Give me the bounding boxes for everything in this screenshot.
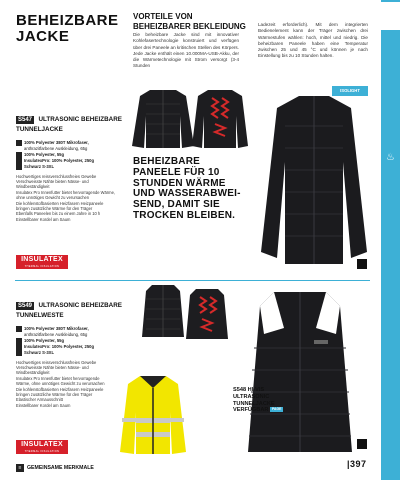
feature-line: bringen zusätzliche Wärme für den Träger [16, 206, 93, 212]
feature-line: Ebenfalls Paneelen bis zu einem Jahre in 10 h [16, 211, 101, 217]
jacket-spec-row: 100% Polyester 380T Mikrofaser, anthrazitfarbene Auskleidung, 65g [16, 140, 124, 152]
fabric-icon [16, 326, 22, 332]
feature-line: Elastischer Armausschnitt [16, 397, 63, 403]
vest-name-line-2: TUNNELWESTE [16, 312, 64, 319]
feature-line: Die kohlenstofbasierten Heizfasern Heizpaneele [16, 200, 104, 206]
fabric-icon [16, 140, 22, 146]
hivis-jacket-image [118, 372, 188, 456]
common-features-label: GEMEINSAME MERKMALE [27, 465, 94, 471]
title-line-1: BEHEIZBARE [16, 12, 119, 29]
intro-text-col2: Ladezeit erforderlich). Mit dem integrierten Bedienelement kann der Träger zwischen drei Wärmestufen wählen: hoch, mittel und niedrig. Die beheizbaren Paneele haben eine Temperatur zwischen 25 und 45 °C und können je nach Einstellung bis zu 10 Stunden halten. [258, 22, 368, 59]
side-strip-tab [381, 2, 400, 30]
intro-heading-line-1: VORTEILE VON [133, 12, 193, 21]
feature-line: Windbeständigkeit [16, 370, 50, 376]
intro-heading [133, 12, 246, 32]
size-icon [16, 164, 22, 170]
isolight-badge: ISOLIGHT [332, 86, 368, 96]
jacket-spec-row: 100% Polyester, 55g [16, 152, 124, 158]
feature-line: Einstellbarer Kordel am Saum [16, 402, 71, 408]
vest-image-heat-panels [140, 293, 188, 343]
title-line-2: JACKE [16, 28, 70, 45]
jacket-product-code: S547 [18, 117, 33, 123]
common-features-button[interactable] [16, 464, 94, 472]
info-icon: ≡ [16, 464, 24, 472]
vest-image-main [244, 288, 356, 458]
jacket-specs [16, 140, 124, 170]
intro-heading-line-2: BEHEIZBARER BEKLEIDUNG [133, 22, 246, 31]
feature-line: Hochwertiges reissverschlussfreies Gewebe [16, 173, 97, 179]
vest-spec-row: 100% Polyester 380T Mikrofaser, anthrazitfarbene Auskleidung, 65g [16, 326, 124, 338]
vest-spec-row: InsulatexPro: 100% Polyester, 250g [16, 344, 124, 350]
feature-line: Verschweisste Nähte bieten Nässe- und [16, 179, 89, 184]
insulatex-logo: INSULATEX THERMAL INSULATION [16, 440, 68, 454]
feature-line: Insulatex Pro Innenfutter bietet hervorragende Wärme, [16, 189, 115, 195]
jacket-image-heat-panels [190, 86, 250, 150]
feature-line: Verschweisste Nähte bieten Nässe- und [16, 365, 89, 370]
jacket-name-line-1: ULTRASONIC BEHEIZBARE [38, 116, 122, 123]
section-divider [15, 280, 370, 281]
vest-image-back [184, 287, 230, 341]
vest-specs [16, 326, 124, 356]
vest-spec-row: 100% Polyester, 55g [16, 338, 124, 344]
vest-product-block [16, 294, 124, 408]
jacket-product-block [16, 108, 124, 222]
color-swatch-black [357, 439, 367, 449]
vest-spec-row: Schwarz S-3XL [16, 350, 124, 356]
vest-product-code: S549 [18, 303, 33, 309]
feature-line: bringen zusätzliche Wärme für den Träger [16, 392, 93, 398]
jacket-image-front [128, 86, 198, 150]
page-title [16, 13, 119, 45]
vest-name-line-1: ULTRASONIC BEHEIZBARE [38, 302, 122, 309]
feature-line: Einstellbarer Kordel am Saum [16, 216, 71, 222]
feature-line: ohne unnötiges Gewicht zu verursachen [16, 195, 90, 201]
size-icon [16, 350, 22, 356]
feature-line: Windbeständigkeit [16, 184, 50, 190]
heat-panels-callout: BEHEIZBARE PANEELE FÜR 10 STUNDEN WÄRME UND WASSERABWEI- SEND, DAMIT SIE TROCKEN BLEIBEN. [133, 156, 241, 221]
intro-text-col1: Die beheizbare Jacke sind mit innovativer Kohlefasertechnologie konstruiert und verfügen über drei Paneele an kritischen Stellen des Körpers. Jede Jacke enthält einen 10.000MA-USB-Akku, der die Wärmetechnologie mit Strom versorgt (3-4 Stunden [133, 32, 239, 69]
jacket-name-line-2: TUNNELJACKE [16, 126, 63, 133]
jacket-features [16, 174, 124, 223]
feature-line: Wärme, ohne unnötiges Gewicht zu verursachen [16, 381, 105, 387]
feature-line: Insulatex Pro Innenfutter bietet hervorragende [16, 375, 100, 381]
insulatex-logo: INSULATEX THERMAL INSULATION [16, 255, 68, 269]
page-number: |397 [347, 459, 367, 469]
feature-line: Hochwertiges reissverschlussfreies Gewebe [16, 359, 97, 365]
feature-line: Die kohlenstofbasierten Heizfasern Heizpaneele [16, 386, 104, 392]
jacket-image-main [255, 92, 373, 272]
color-swatch-black [357, 259, 367, 269]
jacket-spec-row: InsulatexPro: 100% Polyester, 250g [16, 158, 124, 164]
heat-icon: ♨ [386, 152, 395, 163]
side-color-strip [381, 0, 400, 480]
hivis-availability-note: S548 HI-VIS ULTRASONIC TUNNELJACKE VERFÜGBAR PAGE [233, 387, 282, 414]
jacket-spec-row: Schwarz S-3XL [16, 164, 124, 170]
vest-features [16, 360, 124, 409]
page-ref-badge: PAGE [272, 407, 282, 412]
